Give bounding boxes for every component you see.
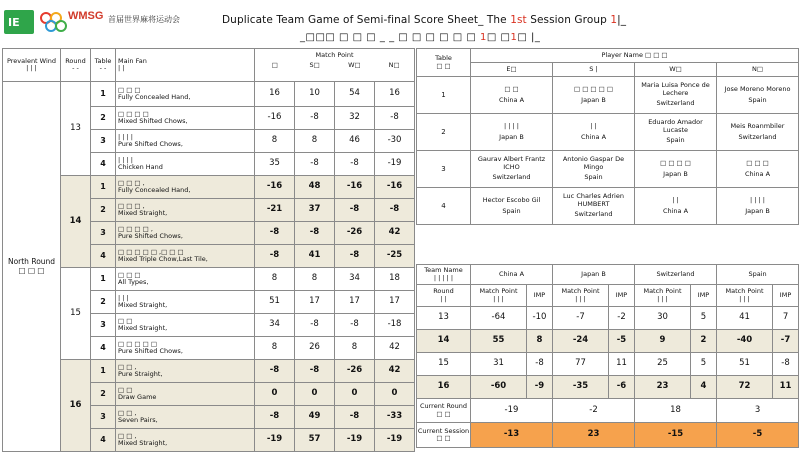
logo-sub: WMSG [68, 10, 104, 22]
round-score-table [2, 48, 415, 452]
table-row [417, 330, 799, 353]
imp-cell: -9 [527, 376, 553, 399]
score-cell: 8 [295, 268, 335, 291]
header-table: Table - - [91, 49, 116, 82]
header-dir-n: N□ [717, 63, 799, 77]
score-cell: -19 [335, 429, 375, 452]
imp-cell: 11 [773, 376, 799, 399]
player-cell: | | | | Japan B [471, 114, 553, 151]
team-name: China A [471, 265, 553, 285]
player-cell: | | China A [635, 188, 717, 225]
score-cell: 49 [295, 406, 335, 429]
match-point-cell: 25 [635, 353, 691, 376]
imp-cell: 11 [609, 353, 635, 376]
score-cell: -16 [255, 107, 295, 130]
table-number: 2 [91, 107, 116, 130]
table-number: 3 [91, 406, 116, 429]
player-cell: □ □ □ □ □ Japan B [553, 77, 635, 114]
main-fan: □ □ , Pure Straight, [116, 360, 255, 383]
page-subtitle: _□□□ □ □ □ _ _ □ □ □ □ □ □ 1□ □1□ |_ [300, 32, 541, 43]
score-cell: 8 [335, 337, 375, 360]
score-cell: -19 [375, 429, 415, 452]
score-cell: 42 [375, 222, 415, 245]
header-player-name: Player Name □ □ □ [471, 49, 799, 63]
score-cell: -16 [335, 176, 375, 199]
match-point-cell: 77 [553, 353, 609, 376]
round-number: 13 [417, 307, 471, 330]
score-cell: 8 [255, 268, 295, 291]
score-cell: 16 [255, 82, 295, 107]
match-point-cell: -40 [717, 330, 773, 353]
imp-cell: 8 [527, 330, 553, 353]
current-round-label: Current Round □ □ [417, 399, 471, 423]
header-dir-w: W□ [348, 61, 361, 69]
player-cell: Luc Charles Adrien HUMBERT Switzerland [553, 188, 635, 225]
player-cell: | | | | Japan B [717, 188, 799, 225]
header-dir-s: S | [553, 63, 635, 77]
score-cell: 0 [335, 383, 375, 406]
score-cell: -8 [255, 222, 295, 245]
match-point-cell: 41 [717, 307, 773, 330]
score-cell: -8 [295, 222, 335, 245]
table-number: 3 [91, 222, 116, 245]
imp-cell: -8 [527, 353, 553, 376]
current-session-cell: 23 [553, 423, 635, 448]
player-cell: Maria Luisa Ponce de Lechere Switzerland [635, 77, 717, 114]
imp-cell: 5 [691, 307, 717, 330]
current-session-cell: -15 [635, 423, 717, 448]
player-cell: Hector Escobo Gil Spain [471, 188, 553, 225]
header-round: Round | | [417, 285, 471, 307]
round-number: 15 [417, 353, 471, 376]
main-fan: □ □ □ □ , Pure Shifted Chows, [116, 222, 255, 245]
score-cell: 35 [255, 153, 295, 176]
current-round-cell: -19 [471, 399, 553, 423]
team-name: Switzerland [635, 265, 717, 285]
main-fan: | | | Mixed Straight, [116, 291, 255, 314]
team-name: Spain [717, 265, 799, 285]
table-row [417, 376, 799, 399]
team-score-table [416, 264, 799, 448]
main-fan: □ □ □ , Mixed Straight, [116, 199, 255, 222]
player-cell: Antonio Gaspar De Mingo Spain [553, 151, 635, 188]
player-cell: □ □ □ China A [717, 151, 799, 188]
table-row [417, 307, 799, 330]
main-fan: □ □ □ Fully Concealed Hand, [116, 82, 255, 107]
score-cell: 8 [255, 130, 295, 153]
player-cell: | | China A [553, 114, 635, 151]
main-fan: □ □ Draw Game [116, 383, 255, 406]
score-cell: -26 [335, 360, 375, 383]
score-cell: -19 [375, 153, 415, 176]
table-number: 1 [91, 176, 116, 199]
score-cell: -21 [255, 199, 295, 222]
score-cell: 57 [295, 429, 335, 452]
match-point-cell: 30 [635, 307, 691, 330]
match-point-cell: -60 [471, 376, 527, 399]
match-point-cell: 55 [471, 330, 527, 353]
score-cell: -8 [335, 245, 375, 268]
current-session-label: Current Session □ □ [417, 423, 471, 448]
player-cell: Meis Roanmbiler Switzerland [717, 114, 799, 151]
table-number: 4 [91, 337, 116, 360]
header-main-fan: Main Fan | | [116, 49, 255, 82]
score-cell: 42 [375, 360, 415, 383]
table-number: 1 [91, 82, 116, 107]
score-cell: 32 [335, 107, 375, 130]
table-number: 3 [417, 151, 471, 188]
score-cell: 41 [295, 245, 335, 268]
table-number: 2 [91, 199, 116, 222]
imp-cell: 5 [691, 353, 717, 376]
table-row [417, 188, 799, 225]
score-cell: -8 [255, 406, 295, 429]
header-dir-w: W□ [635, 63, 717, 77]
score-cell: 54 [335, 82, 375, 107]
match-point-cell: -35 [553, 376, 609, 399]
header-match-point: Match Point | | | [717, 285, 773, 307]
header-imp: IMP [527, 285, 553, 307]
table-number: 2 [91, 291, 116, 314]
score-cell: -8 [295, 314, 335, 337]
header-team-name: Team Name | | | | | [417, 265, 471, 285]
current-round-row [417, 399, 799, 423]
prevalent-wind-cell: North Round □ □ □ [3, 82, 61, 452]
main-fan: | | | | Pure Shifted Chows, [116, 130, 255, 153]
score-cell: 0 [255, 383, 295, 406]
table-number: 3 [91, 130, 116, 153]
score-cell: -16 [375, 176, 415, 199]
header-table: Table □ □ [417, 49, 471, 77]
table-number: 1 [91, 268, 116, 291]
round-number: 16 [417, 376, 471, 399]
header-match-point: Match Point | | | [635, 285, 691, 307]
table-number: 1 [417, 77, 471, 114]
match-point-cell: -24 [553, 330, 609, 353]
score-cell: 34 [335, 268, 375, 291]
score-cell: 37 [295, 199, 335, 222]
score-cell: -25 [375, 245, 415, 268]
table-number: 2 [91, 383, 116, 406]
table-number: 4 [91, 429, 116, 452]
header-imp: IMP [773, 285, 799, 307]
main-fan: □ □ , Mixed Straight, [116, 429, 255, 452]
match-point-cell: -7 [553, 307, 609, 330]
score-cell: 46 [335, 130, 375, 153]
score-cell: -8 [255, 245, 295, 268]
header-match-point: Match Point □ S□ W□ N□ [255, 49, 415, 82]
main-fan: □ □ □ □ Mixed Shifted Chows, [116, 107, 255, 130]
round-number: 13 [61, 82, 91, 176]
score-cell: 10 [295, 82, 335, 107]
score-cell: 17 [295, 291, 335, 314]
score-cell: -8 [295, 360, 335, 383]
header-match-point: Match Point | | | [553, 285, 609, 307]
score-cell: -8 [335, 314, 375, 337]
match-point-cell: -64 [471, 307, 527, 330]
table-row [417, 353, 799, 376]
current-session-row [417, 423, 799, 448]
table-row [3, 360, 415, 383]
imp-cell: 2 [691, 330, 717, 353]
header-round: Round - - [61, 49, 91, 82]
score-cell: 8 [255, 337, 295, 360]
imp-cell: 7 [773, 307, 799, 330]
table-row [417, 114, 799, 151]
score-cell: -8 [335, 406, 375, 429]
player-cell: Jose Moreno Moreno Spain [717, 77, 799, 114]
header-imp: IMP [691, 285, 717, 307]
score-cell: 34 [255, 314, 295, 337]
svg-text:IE: IE [8, 16, 20, 29]
score-cell: -8 [255, 360, 295, 383]
table-number: 3 [91, 314, 116, 337]
match-point-cell: 51 [717, 353, 773, 376]
table-number: 4 [417, 188, 471, 225]
score-cell: 16 [375, 82, 415, 107]
player-name-table [416, 48, 799, 225]
current-session-cell: -13 [471, 423, 553, 448]
score-cell: 51 [255, 291, 295, 314]
score-cell: -33 [375, 406, 415, 429]
score-cell: 48 [295, 176, 335, 199]
score-cell: -8 [335, 199, 375, 222]
score-cell: -16 [255, 176, 295, 199]
score-cell: 42 [375, 337, 415, 360]
player-cell: Eduardo Amador Lucaste Spain [635, 114, 717, 151]
score-cell: -26 [335, 222, 375, 245]
score-cell: -19 [255, 429, 295, 452]
table-number: 4 [91, 153, 116, 176]
imp-cell: -6 [609, 376, 635, 399]
score-cell: 17 [375, 291, 415, 314]
main-fan: □ □ □ , Fully Concealed Hand, [116, 176, 255, 199]
round-number: 14 [417, 330, 471, 353]
imp-cell: -7 [773, 330, 799, 353]
main-fan: □ □ □ □ □ Pure Shifted Chows, [116, 337, 255, 360]
table-row [3, 82, 415, 107]
table-number: 2 [417, 114, 471, 151]
score-cell: 8 [295, 130, 335, 153]
main-fan: □ □ □ All Types, [116, 268, 255, 291]
score-cell: 0 [295, 383, 335, 406]
imp-cell: -2 [609, 307, 635, 330]
header-prevalent-wind: Prevalent Wind | | | [3, 49, 61, 82]
imp-cell: -8 [773, 353, 799, 376]
table-row [417, 77, 799, 114]
page-title: Duplicate Team Game of Semi-final Score Sheet_ The 1st Session Group 1|_ [222, 14, 627, 26]
player-cell: □ □ □ □ Japan B [635, 151, 717, 188]
score-cell: -8 [295, 153, 335, 176]
current-round-cell: 18 [635, 399, 717, 423]
score-cell: 0 [375, 383, 415, 406]
score-cell: -30 [375, 130, 415, 153]
score-cell: 26 [295, 337, 335, 360]
main-fan: □ □ , Seven Pairs, [116, 406, 255, 429]
score-cell: 18 [375, 268, 415, 291]
header-dir-e: □ [271, 61, 278, 69]
score-cell: -8 [375, 199, 415, 222]
header-imp: IMP [609, 285, 635, 307]
main-fan: □ □ □ □ □ ,□ □ □ Mixed Triple Chow,Last Tile, [116, 245, 255, 268]
current-session-cell: -5 [717, 423, 799, 448]
score-cell: -8 [335, 153, 375, 176]
imp-cell: 4 [691, 376, 717, 399]
current-round-cell: 3 [717, 399, 799, 423]
header-dir-s: S□ [309, 61, 320, 69]
round-number: 14 [61, 176, 91, 268]
player-cell: □ □ China A [471, 77, 553, 114]
table-number: 1 [91, 360, 116, 383]
header-dir-n: N□ [388, 61, 400, 69]
main-fan: | | | | Chicken Hand [116, 153, 255, 176]
main-fan: □ □ Mixed Straight, [116, 314, 255, 337]
match-point-cell: 23 [635, 376, 691, 399]
header-dir-e: E□ [471, 63, 553, 77]
current-round-cell: -2 [553, 399, 635, 423]
round-number: 16 [61, 360, 91, 452]
match-point-cell: 72 [717, 376, 773, 399]
imp-cell: -10 [527, 307, 553, 330]
score-cell: 17 [335, 291, 375, 314]
table-row [3, 176, 415, 199]
match-point-cell: 31 [471, 353, 527, 376]
score-cell: -18 [375, 314, 415, 337]
score-cell: -8 [375, 107, 415, 130]
round-number: 15 [61, 268, 91, 360]
table-number: 4 [91, 245, 116, 268]
table-row [417, 151, 799, 188]
header-match-point: Match Point | | | [471, 285, 527, 307]
imp-cell: -5 [609, 330, 635, 353]
score-cell: -8 [295, 107, 335, 130]
table-row [3, 268, 415, 291]
match-point-cell: 9 [635, 330, 691, 353]
logo-text: 首届世界麻将运动会 [108, 15, 180, 24]
team-name: Japan B [553, 265, 635, 285]
player-cell: Gaurav Albert Frantz ICHO Switzerland [471, 151, 553, 188]
